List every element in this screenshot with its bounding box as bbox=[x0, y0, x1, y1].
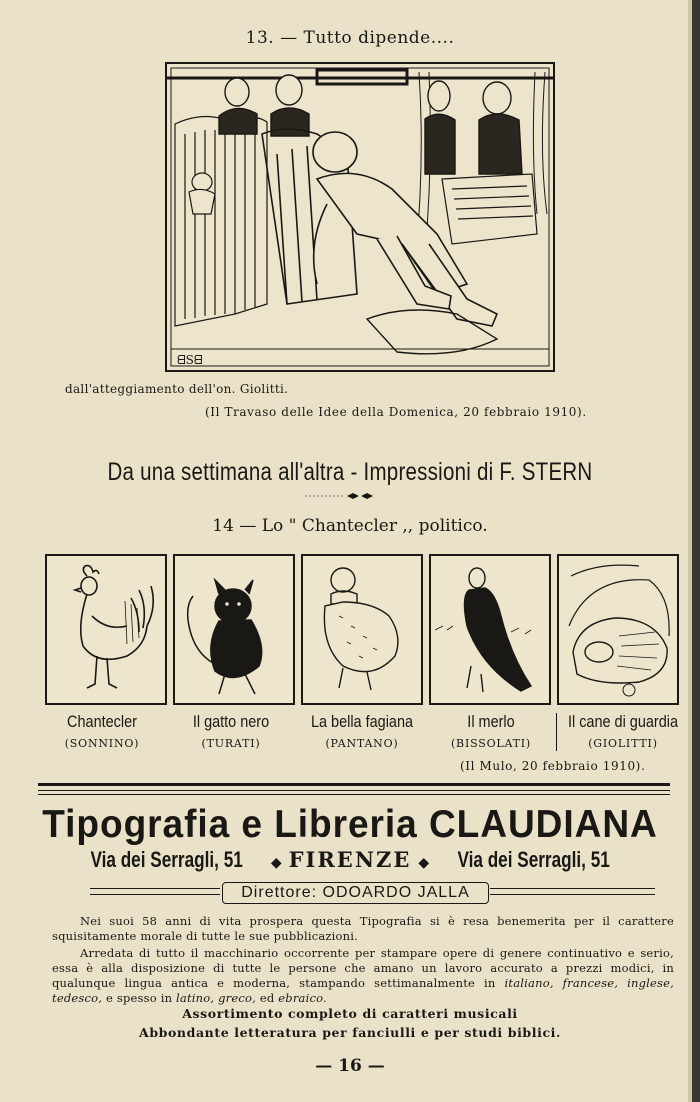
panel-name-turati: (TURATI) bbox=[201, 737, 261, 750]
label-separator bbox=[556, 713, 557, 751]
ad-title: Tipografia e Libreria CLAUDIANA bbox=[42, 803, 658, 846]
director-rule-left-2 bbox=[90, 894, 220, 895]
panel-name-sonnino: (SONNINO) bbox=[64, 737, 140, 750]
cartoon-tutto-dipende bbox=[165, 62, 555, 372]
para2-mid: e spesso in bbox=[102, 991, 177, 1005]
ad-abbondante: Abbondante letteratura per fanciulli e per studi biblici. bbox=[139, 1025, 561, 1040]
section-13-source: (Il Travaso delle Idee della Domenica, 20 febbraio 1910). bbox=[205, 405, 587, 419]
panel-chantecler bbox=[45, 554, 167, 705]
ad-paragraph-1: Nei suoi 58 anni di vita prospera questa Tipografia si è resa benemerita per il carattere squisitamente morale di tutte le sue pubblicazioni. bbox=[52, 914, 674, 943]
stern-header: Da una settimana all'altra - Impressioni di F. STERN bbox=[107, 458, 593, 486]
rooster-icon bbox=[47, 556, 165, 703]
panel-label-cane-di-guardia: Il cane di guardia bbox=[567, 712, 679, 731]
panel-label-chantecler: Chantecler bbox=[67, 712, 137, 731]
panel-name-bissolati: (BISSOLATI) bbox=[450, 737, 532, 750]
rule-thick bbox=[38, 783, 670, 786]
director-label: Direttore: ODOARDO JALLA bbox=[222, 882, 489, 904]
para2-start: Arredata di tutto il macchinario occorrente per stampare opere di genere continuativo e serio, essa è alla disposizione di tutte le persone che amano un lavoro accurato a prezzi modici, in qualunque lingua antica e moderna, stampando settimanalmente in bbox=[52, 946, 674, 990]
panel-label-bella-fagiana: La bella fagiana bbox=[310, 712, 414, 731]
cartoon-illustration bbox=[167, 64, 553, 370]
pheasant-icon bbox=[303, 556, 421, 703]
rule-thin-2 bbox=[38, 794, 670, 795]
address-city: FIRENZE bbox=[288, 847, 412, 872]
page-edge-dark bbox=[692, 0, 700, 1102]
panel-name-pantano: (PANTANO) bbox=[325, 737, 399, 750]
para2-last: ebraico. bbox=[278, 991, 327, 1005]
ad-paragraph-2 bbox=[52, 946, 674, 1006]
ornament-divider bbox=[305, 492, 395, 500]
director-line bbox=[0, 882, 700, 904]
section-14-source: (Il Mulo, 20 febbraio 1910). bbox=[460, 759, 646, 773]
panel-name-giolitti: (GIOLITTI) bbox=[588, 737, 658, 750]
para2-and: ed bbox=[256, 991, 279, 1005]
section-13-heading: 13. — Tutto dipende.... bbox=[245, 28, 455, 48]
section-14-heading: 14 — Lo " Chantecler ,, politico. bbox=[212, 516, 488, 536]
black-cat-icon bbox=[175, 556, 293, 703]
panel-cane-di-guardia bbox=[557, 554, 679, 705]
ad-assortimento: Assortimento completo di caratteri musicali bbox=[182, 1006, 518, 1021]
section-13-caption: dall'atteggiamento dell'on. Giolitti. bbox=[65, 382, 289, 396]
svg-text:ᗺSᗺ: ᗺSᗺ bbox=[177, 353, 203, 367]
ad-address: Via dei Serragli, 51 ◆ FIRENZE ◆ Via dei Serragli, 51 bbox=[90, 847, 610, 872]
para2-languages-2: latino, greco, bbox=[176, 991, 257, 1005]
page-number: — 16 — bbox=[315, 1056, 385, 1076]
panel-label-gatto-nero: Il gatto nero bbox=[192, 712, 270, 731]
director-rule-right-2 bbox=[490, 894, 655, 895]
blackbird-icon bbox=[431, 556, 549, 703]
rule-thin-1 bbox=[38, 790, 670, 791]
guard-dog-icon bbox=[559, 556, 677, 703]
panel-gatto-nero bbox=[173, 554, 295, 705]
director-rule-left-1 bbox=[90, 888, 220, 889]
director-rule-right-1 bbox=[490, 888, 655, 889]
para2-languages: italiano, francese, inglese, tedesco, bbox=[52, 976, 674, 1005]
panel-merlo bbox=[429, 554, 551, 705]
address-right: Via dei Serragli, 51 bbox=[457, 847, 610, 872]
panel-label-merlo: Il merlo bbox=[467, 712, 515, 731]
panel-bella-fagiana bbox=[301, 554, 423, 705]
address-left: Via dei Serragli, 51 bbox=[90, 847, 243, 872]
